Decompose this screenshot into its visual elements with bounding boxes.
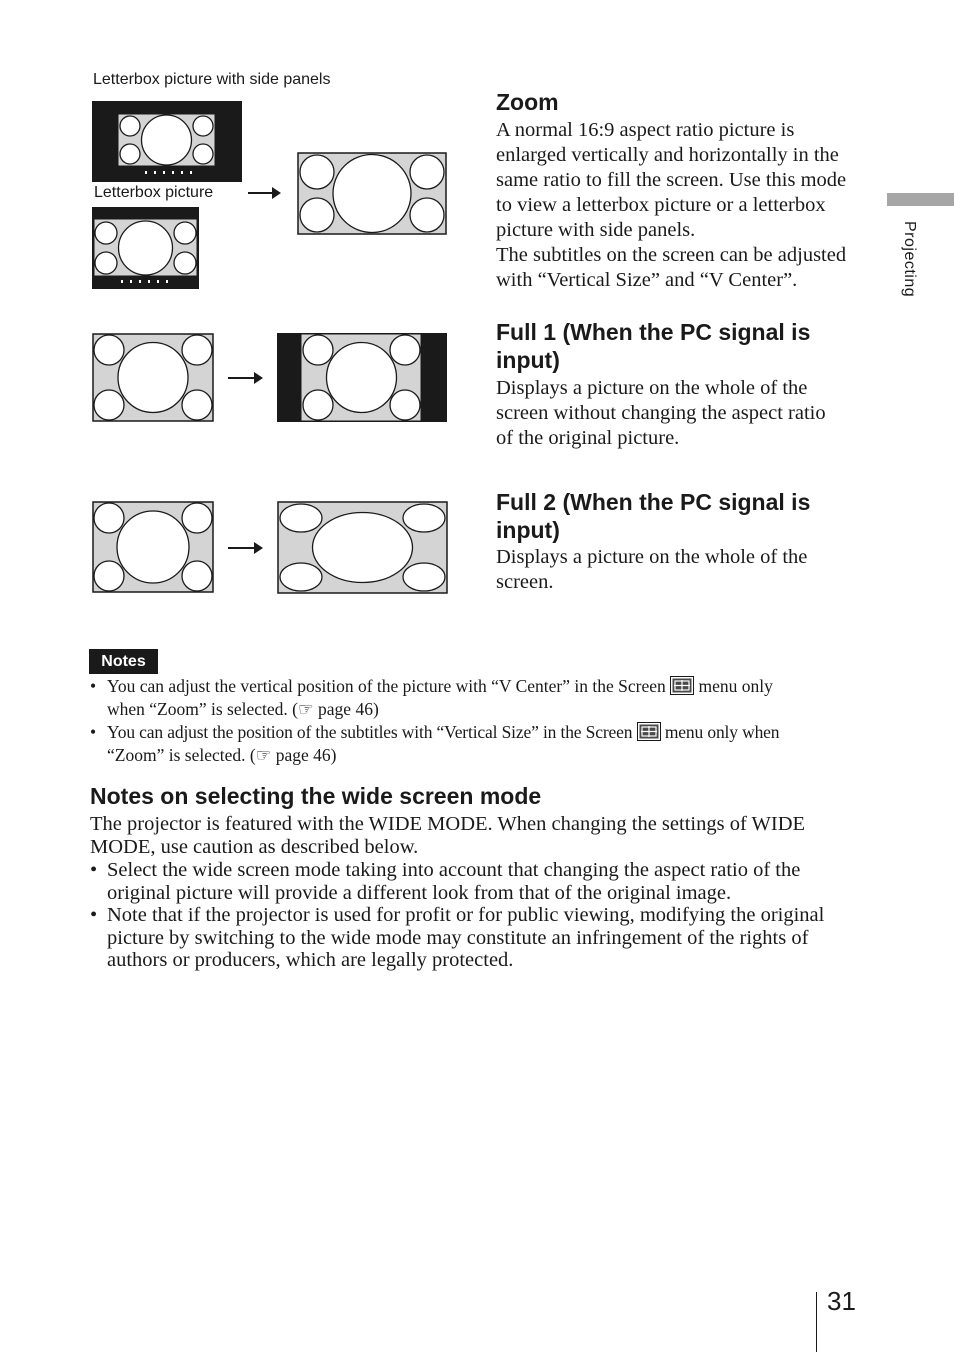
text-line: screen.: [496, 571, 554, 593]
caption-letterbox: Letterbox picture: [94, 184, 214, 201]
heading-line: input): [496, 347, 560, 373]
note-text: menu only: [698, 676, 773, 696]
text-line: picture by switching to the wide mode may constitute an infringement of the rights of: [107, 926, 809, 949]
text-line: A normal 16:9 aspect ratio picture is: [496, 119, 795, 141]
heading-line: input): [496, 517, 560, 543]
full1-source-figure: [92, 333, 214, 422]
text-line: Note that if the projector is used for profit or for public viewing, modifying the original: [107, 904, 825, 926]
zoom-result-figure: [297, 152, 447, 235]
note-item: [90, 675, 867, 721]
arrow-right-icon: [248, 186, 282, 200]
notes-badge: Notes: [89, 649, 158, 674]
screen-menu-icon: [670, 676, 694, 695]
arrow-right-icon: [228, 371, 264, 385]
bullet: •: [90, 722, 97, 742]
caption-side-panels: Letterbox picture with side panels: [93, 71, 331, 88]
zoom-description: [496, 118, 866, 293]
text-line: Select the wide screen mode taking into account that changing the aspect ratio of the: [107, 859, 801, 881]
note-text: “Zoom” is selected. (☞ page 46): [107, 745, 337, 765]
text-line: screen without changing the aspect ratio: [496, 402, 826, 424]
screen-menu-icon: [637, 722, 661, 741]
bullet: •: [90, 904, 98, 926]
section-tab-bar: [887, 193, 954, 206]
text-line: Displays a picture on the whole of the: [496, 377, 808, 399]
note-item: [90, 721, 867, 767]
bullet: •: [90, 676, 97, 696]
wide-mode-bullet: [90, 859, 877, 904]
wide-mode-bullet: [90, 904, 877, 972]
section-tab-label: Projecting: [901, 221, 918, 298]
note-text: when “Zoom” is selected. (☞ page 46): [107, 699, 379, 719]
text-line: same ratio to fill the screen. Use this mode: [496, 169, 847, 191]
full1-result-figure: [277, 333, 447, 422]
text-line: to view a letterbox picture or a letterbox: [496, 194, 826, 216]
text-line: enlarged vertically and horizontally in the: [496, 144, 839, 166]
text-line: authors or producers, which are legally protected.: [107, 949, 514, 971]
text-line: original picture will provide a different look from that of the original image.: [107, 881, 732, 904]
heading-line: Full 1 (When the PC signal is: [496, 319, 811, 345]
heading-line: Full 2 (When the PC signal is: [496, 489, 811, 515]
zoom-heading: Zoom: [496, 89, 559, 115]
full2-heading: [496, 488, 810, 544]
letterbox-side-panels-figure: [92, 101, 242, 182]
text-line: The subtitles on the screen can be adjusted: [496, 244, 847, 266]
wide-mode-heading: Notes on selecting the wide screen mode: [90, 783, 542, 809]
full1-description: [496, 376, 866, 451]
text-line: Displays a picture on the whole of the: [496, 546, 808, 568]
note-text: You can adjust the vertical position of the picture with “V Center” in the Screen: [107, 676, 666, 696]
text-line: picture with side panels.: [496, 219, 696, 241]
page-number: 31: [827, 1286, 856, 1316]
note-text: You can adjust the position of the subtitles with “Vertical Size” in the Screen: [107, 722, 633, 742]
page-number-rule: [816, 1292, 817, 1352]
text-line: of the original picture.: [496, 427, 680, 449]
text-line: with “Vertical Size” and “V Center”.: [496, 269, 798, 291]
full2-source-figure: [92, 501, 214, 593]
full1-heading: [496, 318, 810, 374]
note-text: menu only when: [664, 722, 780, 742]
full2-description: [496, 545, 866, 595]
full2-result-figure: [277, 501, 448, 594]
bullet: •: [90, 859, 98, 881]
text-line: The projector is featured with the WIDE MODE. When changing the settings of WIDE: [90, 813, 806, 835]
text-line: MODE, use caution as described below.: [90, 835, 419, 858]
letterbox-figure: [92, 207, 199, 289]
arrow-right-icon: [228, 541, 264, 555]
wide-mode-intro: [90, 813, 870, 858]
